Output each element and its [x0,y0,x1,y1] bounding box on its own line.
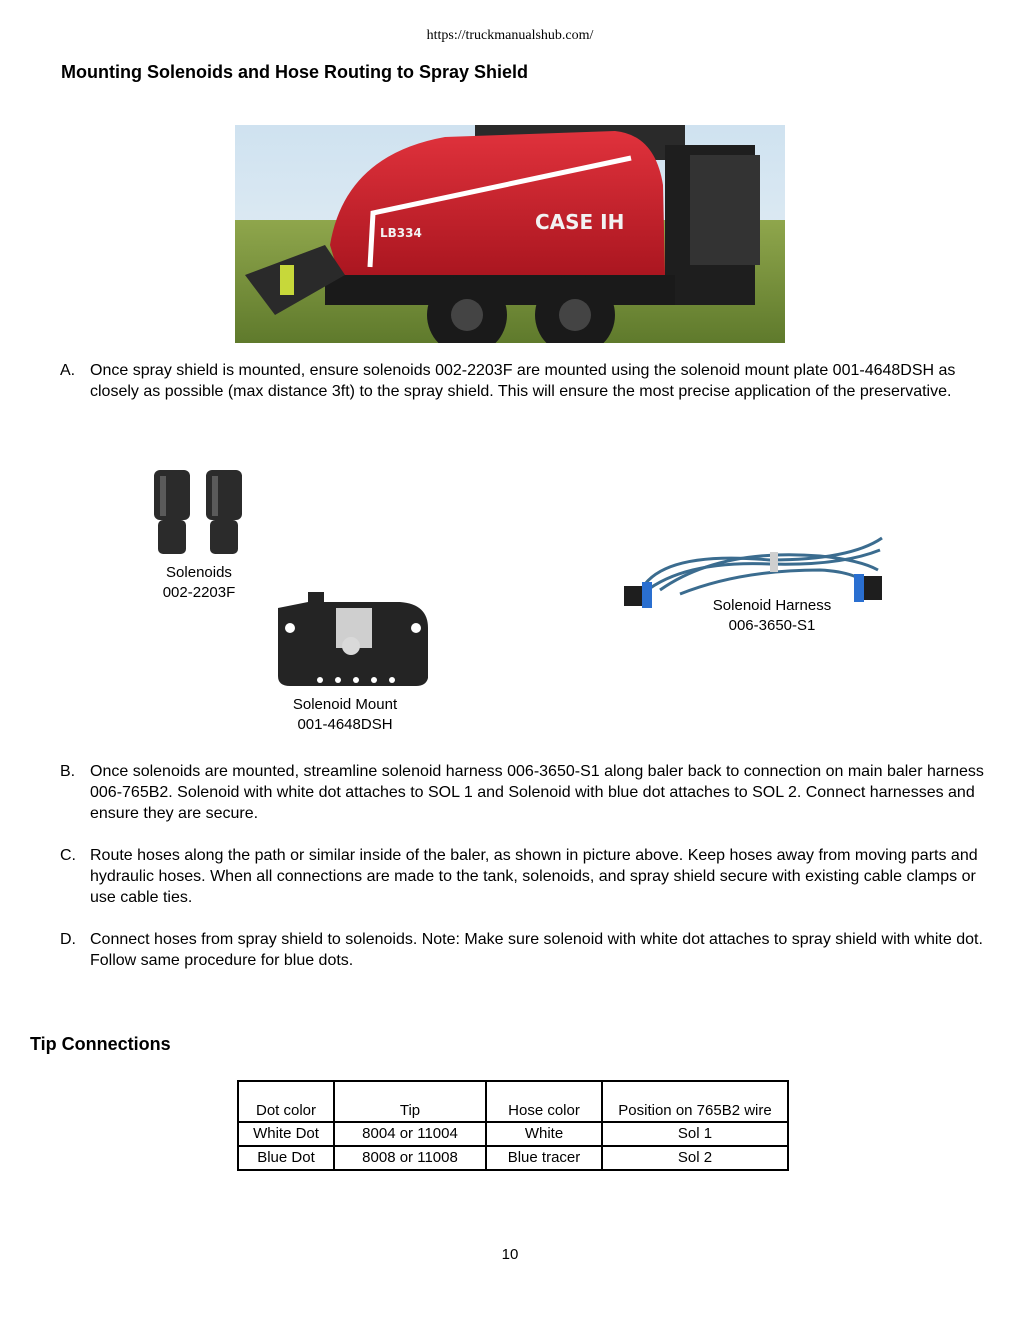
step-a [60,360,1000,402]
table-cell: 8004 or 11004 [334,1122,486,1146]
section-title-mounting: Mounting Solenoids and Hose Routing to Spray Shield [61,62,528,82]
solenoids-image [148,466,252,560]
step-b [60,761,1000,824]
step-marker: B. [60,763,76,780]
step-text: Once solenoids are mounted, streamline solenoid harness 006-3650-S1 along baler back to connection on main baler harness 006-765B2. Solenoid with white dot attaches to SOL 1 and Solenoid with blue dot attaches to SOL 2. Connect harnesses and ensure they are secure. [90,763,984,822]
section-title-tip-connections: Tip Connections [30,1034,171,1054]
solenoid-mount-caption [265,695,425,735]
step-text: Route hoses along the path or similar inside of the baler, as shown in picture above. Keep hoses away from moving parts and hydraulic hoses. When all connections are made to the tank, solenoids, and spray shield secure with existing cable clamps or use cable ties. [90,847,978,906]
step-marker: D. [60,931,76,948]
table-cell: Sol 2 [602,1146,788,1170]
solenoid-mount-number: 001-4648DSH [297,716,393,733]
case-ih-logo: CASE IH [535,210,625,234]
solenoid-harness-number: 006-3650-S1 [728,617,816,634]
baler-photo [235,125,785,343]
solenoid-harness-name: Solenoid Harness [712,597,832,614]
model-badge: LB334 [380,226,422,240]
step-c [60,845,1000,908]
step-marker: C. [60,847,76,864]
tip-connections-table [237,1080,789,1171]
table-row [238,1122,788,1146]
header-tip: Tip [334,1081,486,1122]
header-hose-color: Hose color [486,1081,602,1122]
page-number: 10 [501,1246,519,1263]
table-cell: White Dot [238,1122,334,1146]
table-cell: Blue Dot [238,1146,334,1170]
table-cell: Blue tracer [486,1146,602,1170]
solenoid-mount-name: Solenoid Mount [292,696,398,713]
table-cell: Sol 1 [602,1122,788,1146]
page-header-url: https://truckmanualshub.com/ [426,28,594,43]
solenoids-caption [139,563,259,603]
step-text: Once spray shield is mounted, ensure solenoids 002-2203F are mounted using the solenoid mount plate 001-4648DSH as closely as possible (max distance 3ft) to the spray shield. This will ensure the most precise application of the preservative. [90,362,956,400]
table-header-row [238,1081,788,1122]
solenoid-harness-caption [692,596,852,636]
solenoids-number: 002-2203F [162,584,236,601]
solenoid-mount-image [276,588,430,688]
step-d [60,929,1000,971]
table-cell: 8008 or 11008 [334,1146,486,1170]
table-cell: White [486,1122,602,1146]
header-dot-color: Dot color [238,1081,334,1122]
step-marker: A. [60,362,76,379]
step-text: Connect hoses from spray shield to solenoids. Note: Make sure solenoid with white dot attaches to spray shield with white dot. Follow same procedure for blue dots. [90,931,983,969]
table-row [238,1146,788,1170]
solenoids-name: Solenoids [166,564,232,581]
header-position: Position on 765B2 wire [602,1081,788,1122]
